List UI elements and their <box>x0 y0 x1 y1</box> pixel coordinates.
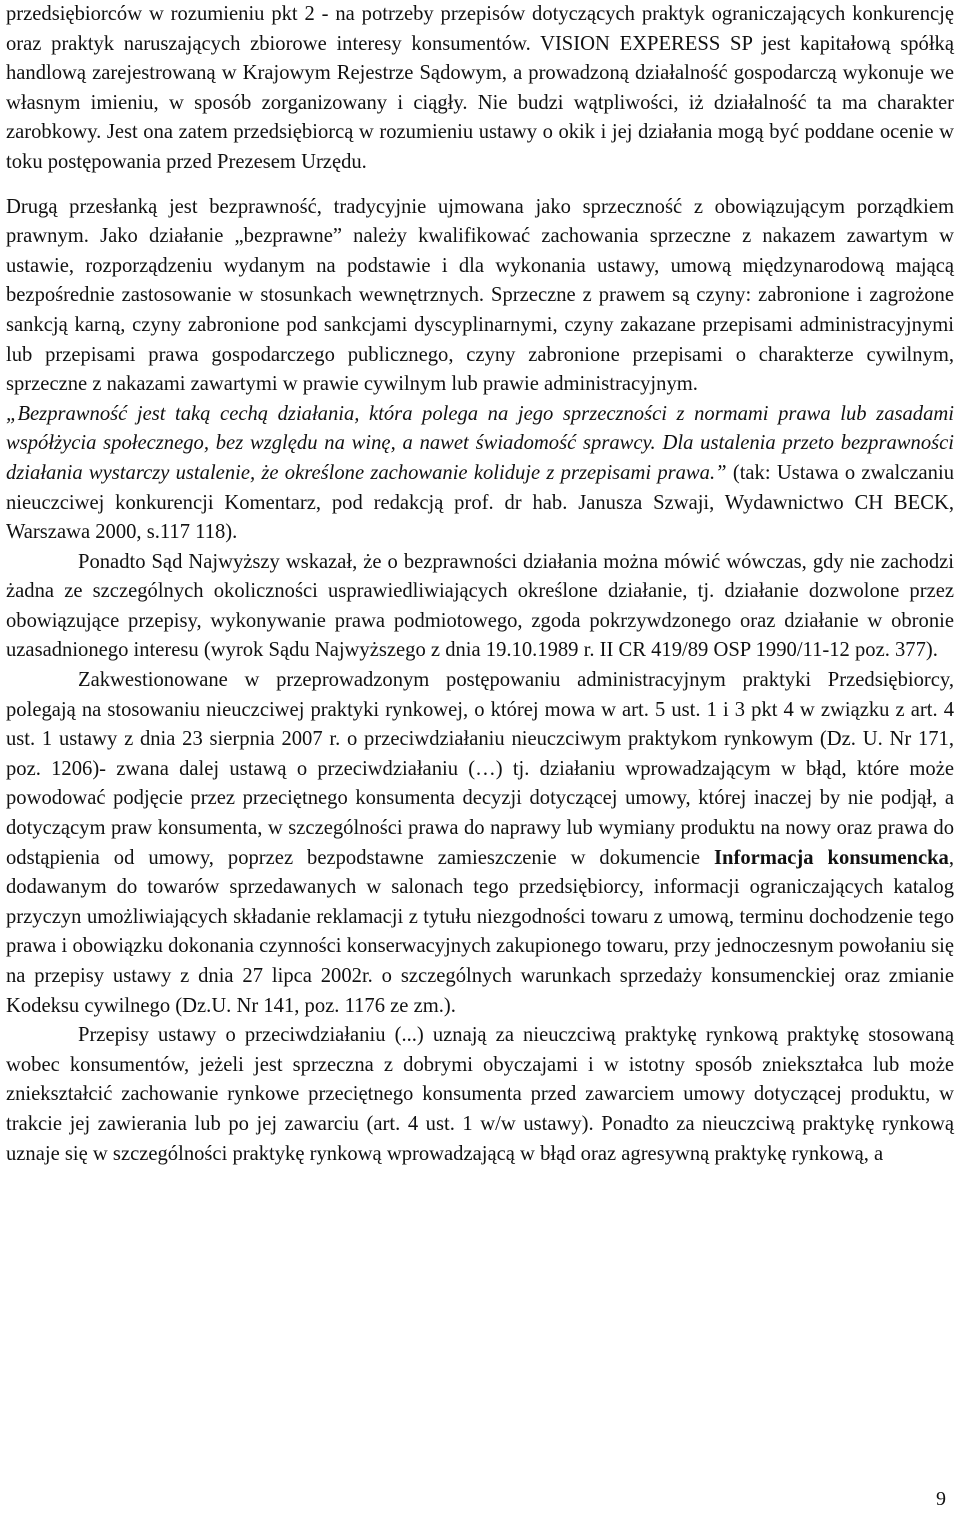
citation-text: (tak: Ustawa o zwalczaniu nieuczciwej konkurencji Komentarz, pod redakcją prof. dr hab. Janusza Szwaji, Wydawnictwo CH BECK, Warszawa 2000, s.117 118). <box>6 461 954 544</box>
page-number: 9 <box>936 1488 946 1510</box>
document-title-bold: Informacja konsumencka <box>714 846 949 869</box>
paragraph-4: Ponadto Sąd Najwyższy wskazał, że o bezprawności działania można mówić wówczas, gdy nie zachodzi żadna ze szczególnych okoliczności usprawiedliwiających określone działanie, tj. działanie dozwolone przez obowiązujące przepisy, wykonywanie prawa podmiotowego, zgoda pokrzywdzonego oraz działanie w obronie uzasadnionego interesu (wyrok Sądu Najwyższego z dnia 19.10.1989 r. II CR 419/89 OSP 1990/11-12 poz. 377). <box>6 550 954 662</box>
paragraph-5-part-a: Zakwestionowane w przeprowadzonym postępowaniu administracyjnym praktyki Przedsiębiorcy, polegają na stosowaniu nieuczciwej praktyki rynkowej, o której mowa w art. 5 ust. 1 i 3 pkt 4 w związku z art. 4 ust. 1 ustawy z dnia 23 sierpnia 2007 r. o przeciwdziałaniu nieuczciwym praktykom rynkowym (Dz. U. Nr 171, poz. 1206)- zwana dalej ustawą o przeciwdziałaniu (…) tj. działaniu wprowadzającym w błąd, które może powodować podjęcie przez przeciętnego konsumenta decyzji dotyczącej umowy, której inaczej by nie podjął, a dotyczącym praw konsumenta, w szczególności prawa do naprawy lub wymiany produktu na nowy oraz prawa do odstąpienia od umowy, poprzez bezpodstawne zamieszczenie w dokumencie <box>6 669 954 869</box>
paragraph-6: Przepisy ustawy o przeciwdziałaniu (...) uznają za nieuczciwą praktykę rynkową praktykę stosowaną wobec konsumentów, jeżeli jest sprzeczna z dobrymi obyczajami i w istotny sposób zniekształca lub może zniekształcić zachowanie rynkowe przeciętnego konsumenta przed zawarciem umowy dotyczącej produktu, w trakcie jej zawierania lub po jej zawarciu (art. 4 ust. 1 w/w ustawy). Ponadto za nieuczciwą praktykę rynkową uznaje się w szczególności praktykę rynkową wprowadzającą w błąd oraz agresywną praktykę rynkową, a <box>6 1024 954 1165</box>
quote-text: „Bezprawność jest taką cechą działania, która polega na jego sprzeczności z normami prawa lub zasadami współżycia społecznego, bez względu na winę, a nawet świadomość sprawcy. Dla ustalenia przeto bezprawności działania wystarczy ustalenie, że określone zachowanie koliduje z przepisami prawa.” <box>6 402 954 484</box>
paragraph-2: Drugą przesłanką jest bezprawność, tradycyjnie ujmowana jako sprzeczność z obowiązującym porządkiem prawnym. Jako działanie „bezprawne” należy kwalifikować zachowania sprzeczne z nakazem zawartym w ustawie, rozporządzeniu wydanym na podstawie i dla wykonania ustawy, umową międzynarodową mającą bezpośrednie zastosowanie w stosunkach wewnętrznych. Sprzeczne z prawem są czyny: zabronione i zagrożone sankcją karną, czyny zabronione pod sankcjami dyscyplinarnymi, czyny zakazane przepisami administracyjnymi lub przepisami prawa gospodarczego publicznego, czyny zabronione przepisami o charakterze cywilnym, sprzeczne z nakazami zawartymi w prawie cywilnym lub prawie administracyjnym. <box>6 195 954 396</box>
paragraph-5 <box>6 666 954 1021</box>
paragraph-5-part-b: , dodawanym do towarów sprzedawanych w salonach tego przedsiębiorcy, informacji ograniczających katalog przyczyn umożliwiających składanie reklamacji z tytułu niezgodności towaru z umową, terminu dochodzenie tego prawa i obowiązku dokonania czynności konserwacyjnych zakupionego towaru, przy jednoczesnym powołaniu się na przepisy ustawy z dnia 27 lipca 2002r. o szczególnych warunkach sprzedaży konsumenckiej oraz zmianie Kodeksu cywilnego (Dz.U. Nr 141, poz. 1176 ze zm.). <box>6 846 955 1017</box>
paragraph-3-quote <box>6 400 954 548</box>
paragraph-1: przedsiębiorców w rozumieniu pkt 2 - na potrzeby przepisów dotyczących praktyk ograniczających konkurencję oraz praktyk naruszających zbiorowe interesy konsumentów. VISION EXPERESS SP jest kapitałową spółką handlową zarejestrowaną w Krajowym Rejestrze Sądowym, a prowadzoną działalność gospodarczą wykonuje we własnym imieniu, w sposób zorganizowany i ciągły. Nie budzi wątpliwości, iż działalność ta ma charakter zarobkowy. Jest ona zatem przedsiębiorcą w rozumieniu ustawy o okik i jej działania mogą być poddane ocenie w toku postępowania przed Prezesem Urzędu. <box>6 3 954 173</box>
